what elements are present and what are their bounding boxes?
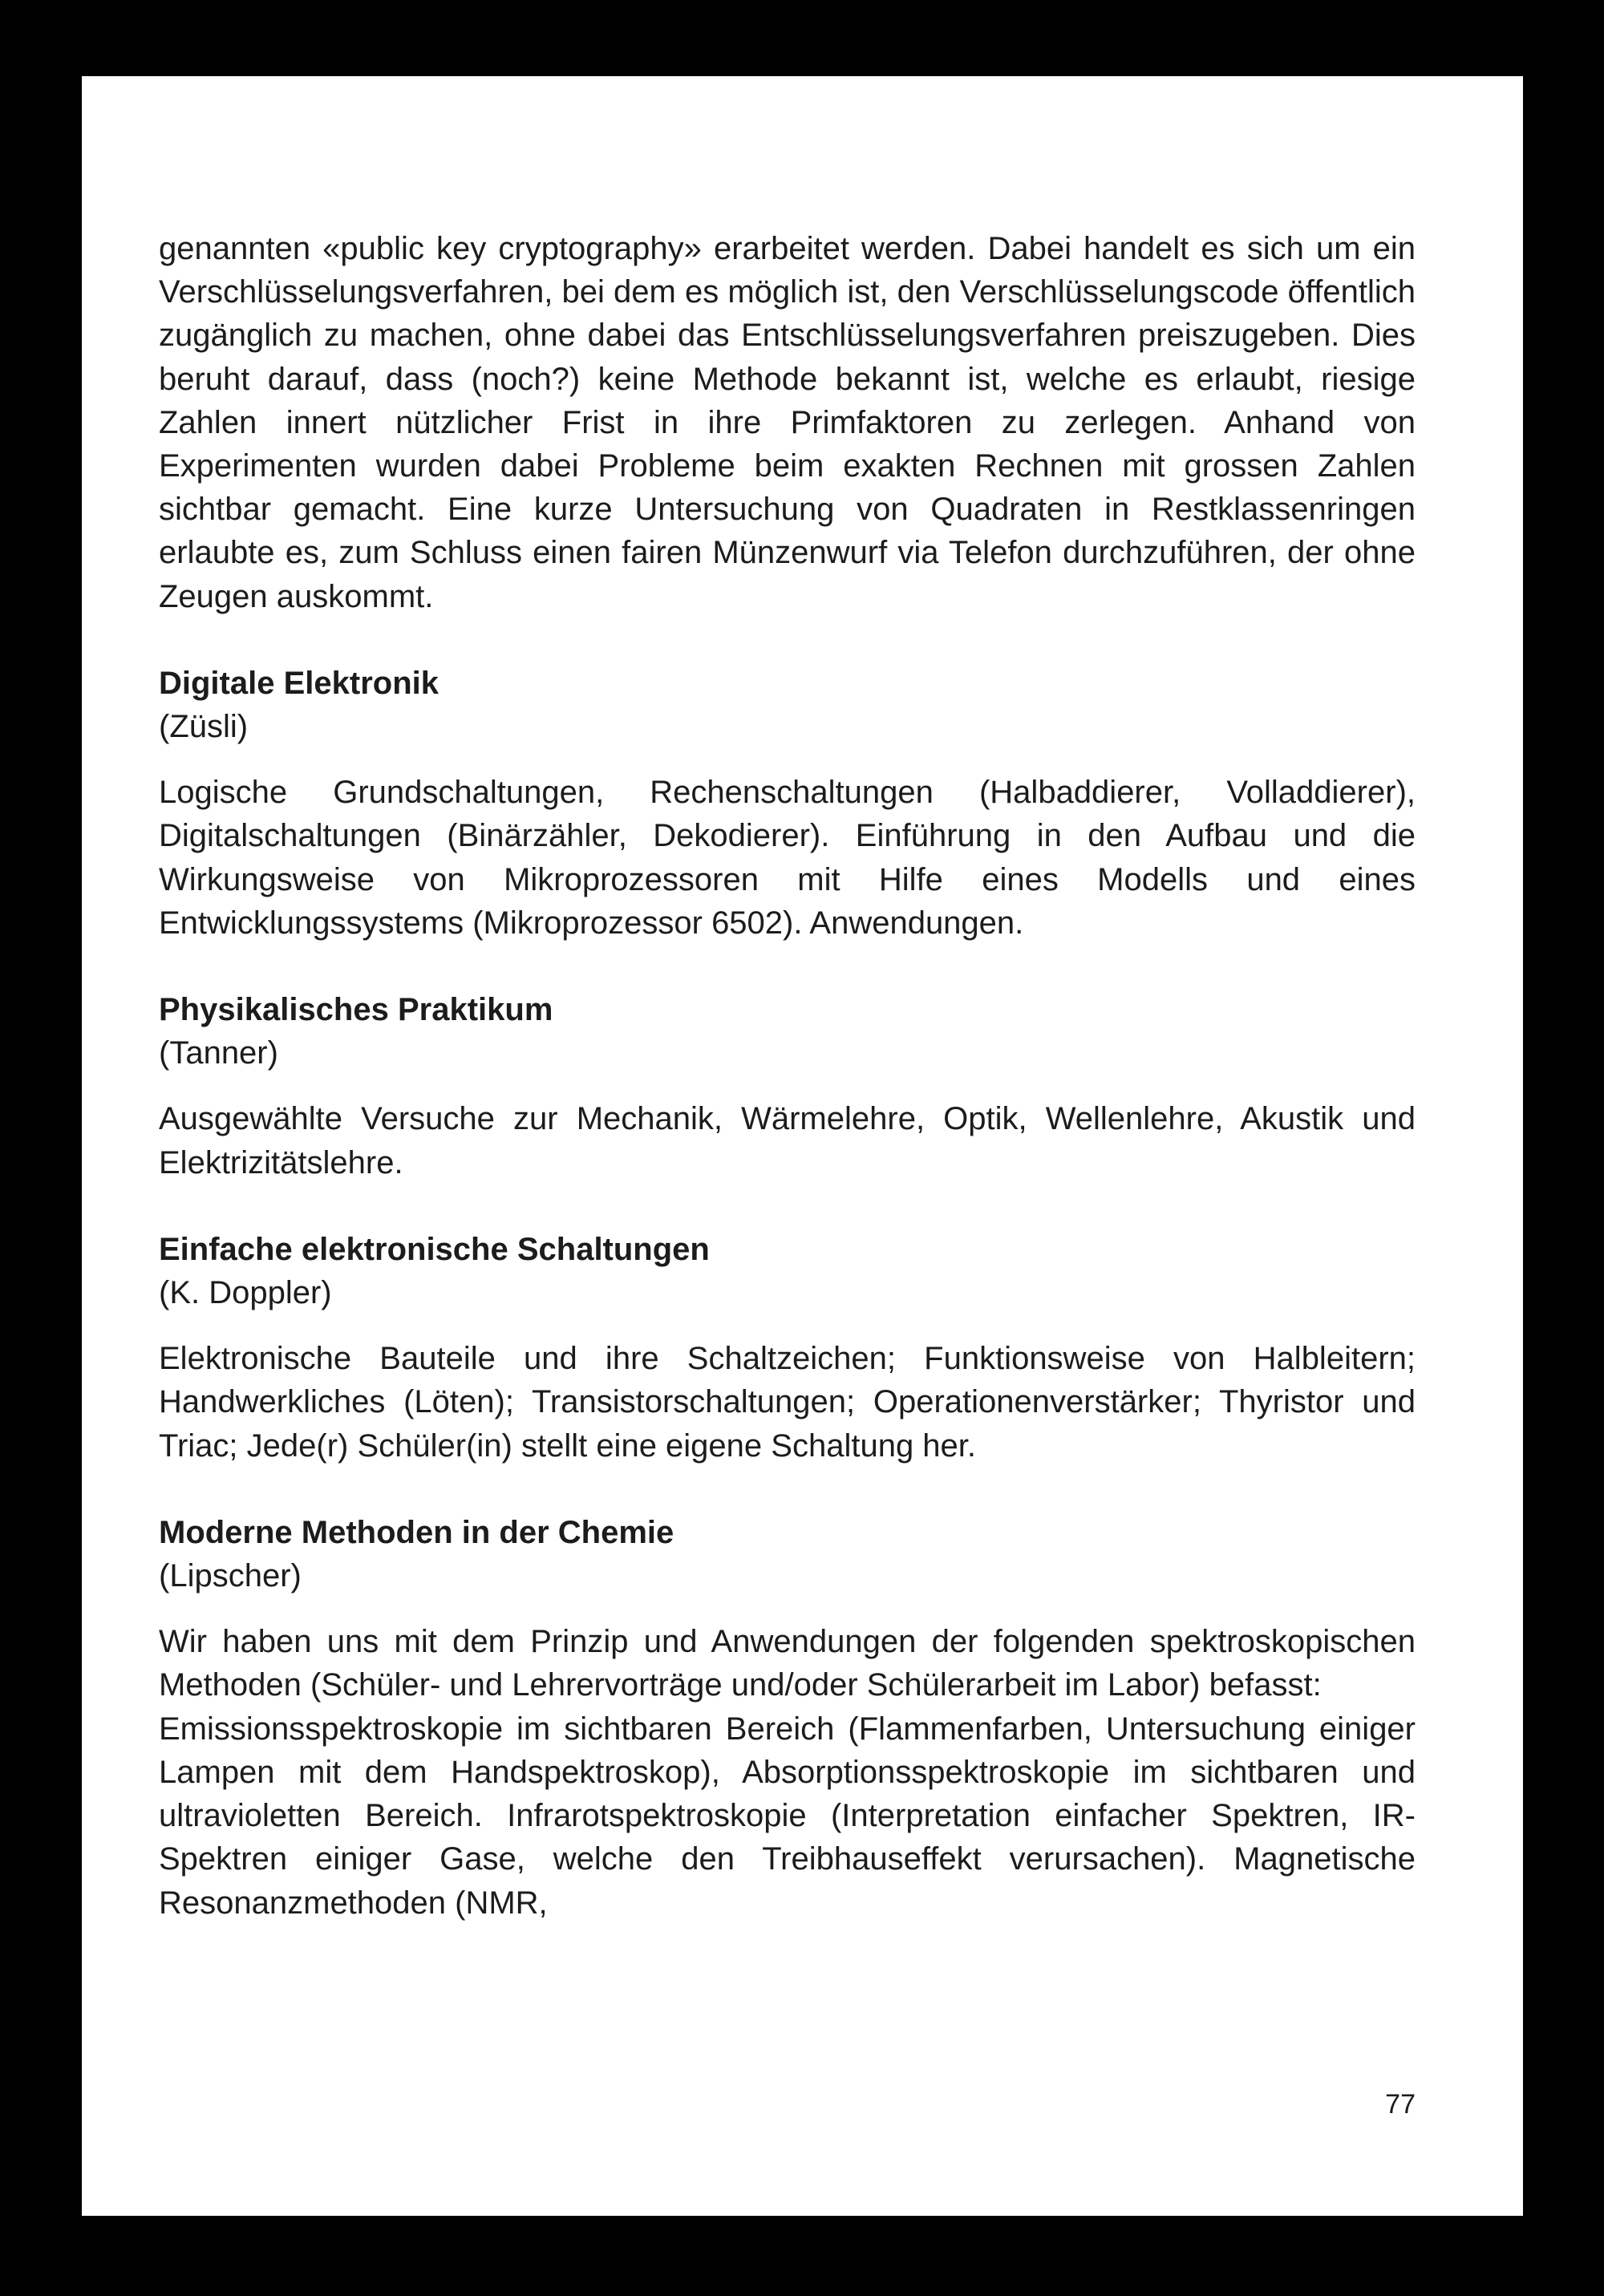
- section-text: Ausgewählte Versuche zur Mechanik, Wärmelehre, Optik, Wellenlehre, Akustik und Elektrizitätslehre.: [159, 1101, 1416, 1180]
- section-teacher: (Züsli): [159, 709, 249, 745]
- section-heading: Einfache elektronische Schaltungen: [159, 1231, 710, 1267]
- document-page: [82, 76, 1523, 2216]
- section-text: Logische Grundschaltungen, Rechenschaltungen (Halbaddierer, Volladdierer), Digitalschaltungen (Binärzähler, Dekodierer). Einführung in den Aufbau und die Wirkungsweise von Mikroprozessoren mit Hilfe eines Modells und eines Entwicklungssystems (Mikroprozessor 6502). Anwendungen.: [159, 775, 1416, 941]
- section-digitale-elektronik: [159, 662, 1416, 945]
- section-text: Wir haben uns mit dem Prinzip und Anwendungen der folgenden spektroskopischen Methoden (Schüler- und Lehrervorträge und/oder Schülerarbeit im Labor) befasst:: [159, 1624, 1416, 1703]
- page-number: 77: [1385, 2089, 1416, 2120]
- section-teacher: (Tanner): [159, 1035, 278, 1071]
- section-teacher: (K. Doppler): [159, 1275, 332, 1311]
- section-moderne-methoden-chemie: [159, 1511, 1416, 1925]
- page-content: [159, 227, 1416, 1925]
- section-heading: Moderne Methoden in der Chemie: [159, 1514, 674, 1550]
- section-heading: Physikalisches Praktikum: [159, 992, 553, 1028]
- section-text: Elektronische Bauteile und ihre Schaltzeichen; Funktionsweise von Halbleitern; Handwerkliches (Löten); Transistorschaltungen; Operationenverstärker; Thyristor und Triac; Jede(r) Schüler(in) stellt eine eigene Schaltung her.: [159, 1341, 1416, 1464]
- intro-paragraph: genannten «public key cryptography» erarbeitet werden. Dabei handelt es sich um ein Verschlüsselungsverfahren, bei dem es möglich ist, den Verschlüsselungscode öffentlich zugänglich zu machen, ohne dabei das Entschlüsselungsverfahren preiszugeben. Dies beruht darauf, dass (noch?) keine Methode bekannt ist, welche es erlaubt, riesige Zahlen innert nützlicher Frist in ihre Primfaktoren zu zerlegen. Anhand von Experimenten wurden dabei Probleme beim exakten Rechnen mit grossen Zahlen sichtbar gemacht. Eine kurze Untersuchung von Quadraten in Restklassenringen erlaubte es, zum Schluss einen fairen Münzenwurf via Telefon durchzuführen, der ohne Zeugen auskommt.: [159, 231, 1416, 614]
- section-physikalisches-praktikum: [159, 988, 1416, 1184]
- section-einfache-elektronische-schaltungen: [159, 1228, 1416, 1468]
- section-teacher: (Lipscher): [159, 1558, 302, 1594]
- section-heading: Digitale Elektronik: [159, 665, 439, 701]
- section-text-continued: Emissionsspektroskopie im sichtbaren Bereich (Flammenfarben, Untersuchung einiger Lampen mit dem Handspektroskop), Absorptionsspektroskopie im sichtbaren und ultravioletten Bereich. Infrarotspektroskopie (Interpretation einfacher Spektren, IR-Spektren einiger Gase, welche den Treibhauseffekt verursachen). Magnetische Resonanzmethoden (NMR,: [159, 1711, 1416, 1921]
